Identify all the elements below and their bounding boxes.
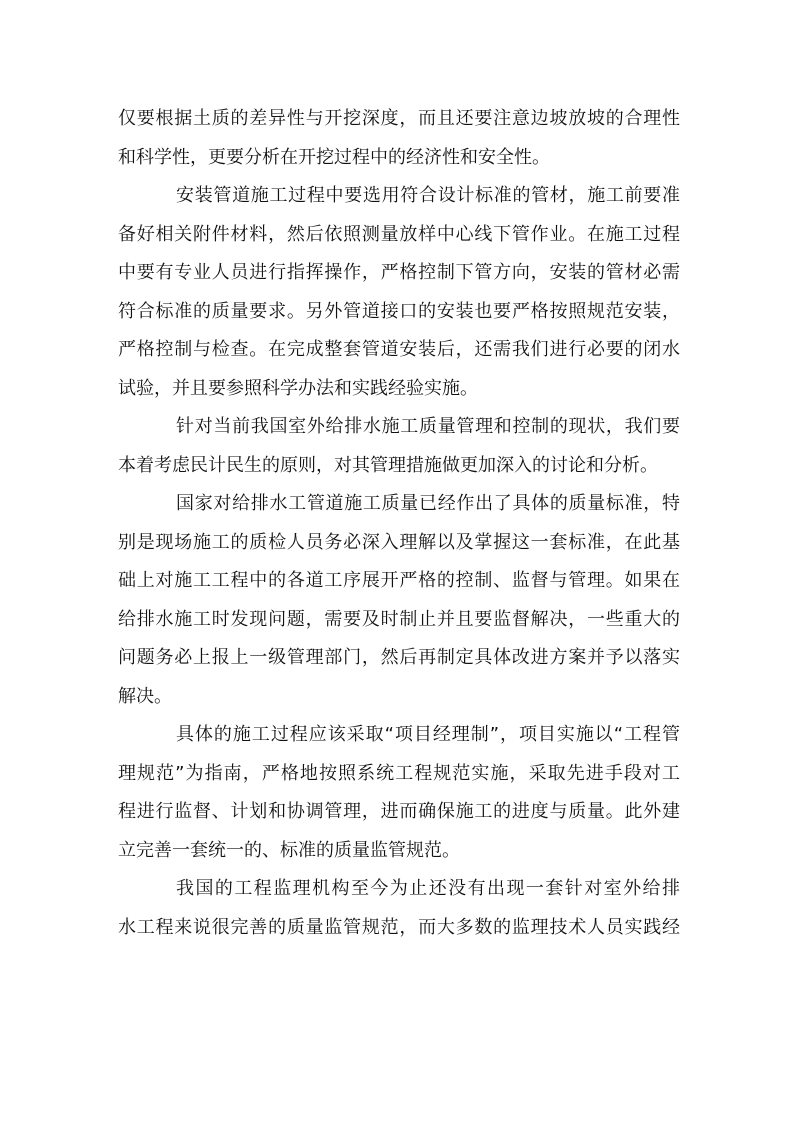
text-line-19: 程进行监督、计划和协调管理，进而确保施工的进度与质量。此外建 — [118, 801, 680, 822]
text-line-4: 备好相关附件材料，然后依照测量放样中心线下管作业。在施工过程 — [118, 223, 680, 245]
text-line-7: 严格控制与检查。在完成整套管道安装后，还需我们进行必要的闭水 — [118, 339, 680, 360]
document-body — [118, 100, 680, 947]
text-line-11: 国家对给排水工管道施工质量已经作出了具体的质量标准，特 — [176, 493, 680, 514]
text-line-17: 具体的施工过程应该采取“项目经理制”，项目实施以“工程管 — [176, 724, 680, 745]
text-line-12: 别是现场施工的质检人员务必深入理解以及掌握这一套标准，在此基 — [118, 531, 680, 553]
text-line-2: 和科学性，更要分析在开挖过程中的经济性和安全性。 — [118, 146, 550, 168]
text-line-9: 针对当前我国室外给排水施工质量管理和控制的现状，我们要 — [176, 416, 680, 437]
text-line-10: 本着考虑民计民生的原则，对其管理措施做更加深入的讨论和分析。 — [118, 454, 658, 476]
text-line-14: 给排水施工时发现问题，需要及时制止并且要监督解决，一些重大的 — [118, 608, 680, 630]
text-line-1: 仅要根据土质的差异性与开挖深度，而且还要注意边坡放坡的合理性 — [118, 108, 680, 129]
text-line-8: 试验，并且要参照科学办法和实践经验实施。 — [118, 377, 478, 399]
text-line-21: 我国的工程监理机构至今为止还没有出现一套针对室外给排 — [176, 878, 680, 899]
text-line-20: 立完善一套统一的、标准的质量监管规范。 — [118, 839, 460, 861]
text-line-6: 符合标准的质量要求。另外管道接口的安装也要严格按照规范安装， — [118, 300, 680, 322]
text-line-18: 理规范”为指南，严格地按照系统工程规范实施，采取先进手段对工 — [118, 762, 680, 784]
text-line-15: 问题务必上报上一级管理部门，然后再制定具体改进方案并予以落实 — [118, 647, 680, 668]
text-line-5: 中要有专业人员进行指挥操作，严格控制下管方向，安装的管材必需 — [118, 262, 680, 283]
text-line-16: 解决。 — [118, 685, 172, 707]
text-line-22: 水工程来说很完善的质量监管规范，而大多数的监理技术人员实践经 — [118, 916, 680, 938]
text-line-3: 安装管道施工过程中要选用符合设计标准的管材，施工前要准 — [176, 185, 680, 206]
text-line-13: 础上对施工工程中的各道工序展开严格的控制、监督与管理。如果在 — [118, 570, 680, 591]
